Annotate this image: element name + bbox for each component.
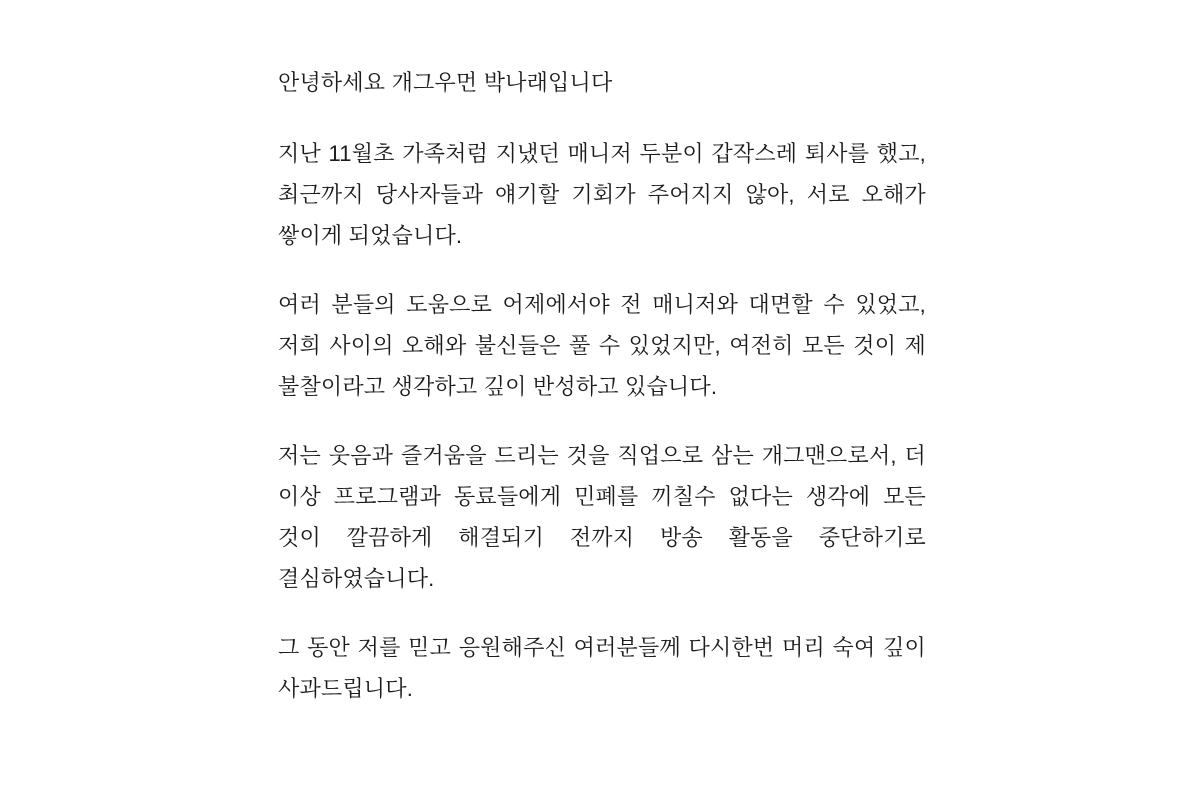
paragraph-greeting: 안녕하세요 개그우먼 박나래입니다 bbox=[278, 70, 613, 95]
paragraph-1: 지난 11월초 가족처럼 지냈던 매니저 두분이 갑작스레 퇴사를 했고, 최근까지 당사자들과 얘기할 기회가 주어지지 않아, 서로 오해가 쌓이게 되었습니다. bbox=[278, 141, 926, 248]
paragraph-spacer bbox=[278, 103, 926, 133]
statement-body bbox=[278, 62, 926, 709]
paragraph-2: 여러 분들의 도움으로 어제에서야 전 매니저와 대면할 수 있었고, 저희 사이의 오해와 불신들은 풀 수 있었지만, 여전히 모든 것이 제 불찰이라고 생각하고 깊이 반성하고 있습니다. bbox=[278, 292, 926, 399]
paragraph-4: 그 동안 저를 믿고 응원해주신 여러분들께 다시한번 머리 숙여 깊이 사과드립니다. bbox=[278, 635, 926, 701]
paragraph-spacer bbox=[278, 599, 926, 627]
paragraph-3: 저는 웃음과 즐거움을 드리는 것을 직업으로 삼는 개그맨으로서, 더 이상 프로그램과 동료들에게 민폐를 끼칠수 없다는 생각에 모든 것이 깔끔하게 해결되기 전까지 방송 활동을 중단하기로 결심하였습니다. bbox=[278, 443, 926, 591]
paragraph-spacer bbox=[278, 256, 926, 284]
paragraph-spacer bbox=[278, 407, 926, 435]
